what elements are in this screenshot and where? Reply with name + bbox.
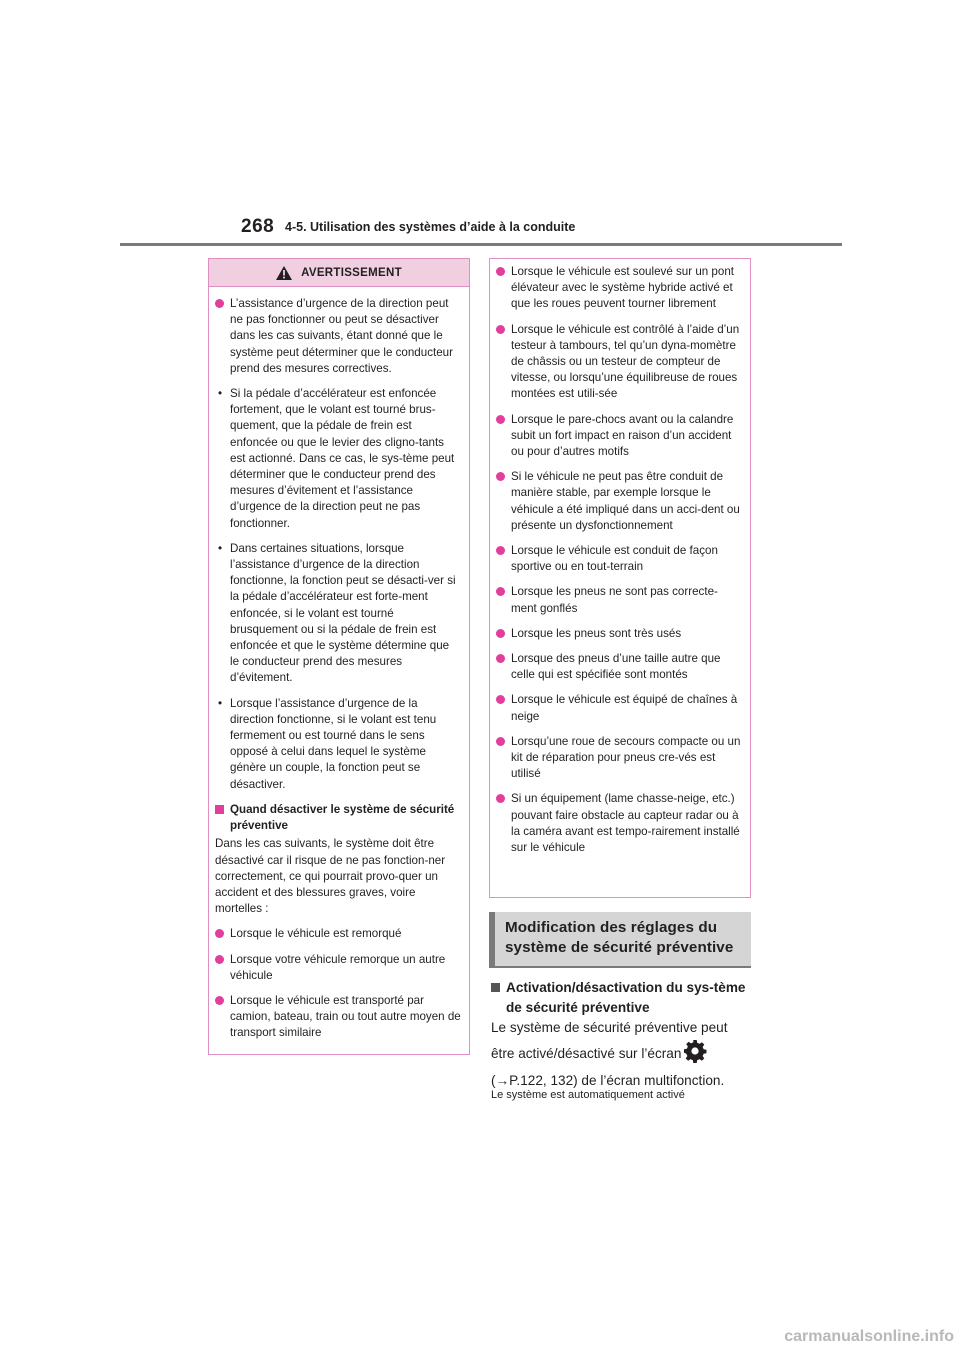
modification-title-line2: système de sécurité préventive xyxy=(505,939,734,956)
list-item: Lorsque des pneus d’une taille autre que celle qui est spécifiée sont montés xyxy=(496,651,742,683)
header-rule xyxy=(120,243,842,246)
bullet-dot-icon xyxy=(496,654,505,663)
list-item: Lorsque votre véhicule remorque un autre véhicule xyxy=(215,952,461,984)
bullet-dot-icon xyxy=(496,325,505,334)
bullet-dot-icon xyxy=(496,695,505,704)
list-item: L’assistance d’urgence de la direction peut ne pas fonctionner ou peut se désactiver dans les cas suivants, étant donné que le système peut déterminer que le conducteur prend des mesures correctives. xyxy=(215,296,461,377)
dash-marker: • xyxy=(218,387,223,401)
small-note: Le système est automatiquement activé xyxy=(491,1089,685,1101)
warning-title: AVERTISSEMENT xyxy=(301,266,402,279)
bullet-dot-icon xyxy=(215,929,224,938)
list-item: • Lorsque l’assistance d’urgence de la direction fonctionne, si le volant est tenu fermement ou est tourné dans le sens opposé à celui dans lequel le système génère un couple, la fonction peut se désactiver. xyxy=(218,696,437,791)
list-item: Lorsque le véhicule est transporté par camion, bateau, train ou tout autre moyen de transport similaire xyxy=(215,993,461,1042)
bullet-dot-icon xyxy=(215,996,224,1005)
list-item: Lorsque les pneus sont très usés xyxy=(496,626,742,642)
modification-title-line1: Modification des réglages du xyxy=(505,919,718,936)
subheading: Activation/désactivation du sys-tème de sécurité préventive xyxy=(491,978,753,1018)
section-title: 4-5. Utilisation des systèmes d’aide à la conduite xyxy=(285,220,576,234)
bullet-dot-icon xyxy=(496,737,505,746)
list-item: Lorsque le véhicule est soulevé sur un pont élévateur avec le système hybride activé et que les roues peuvent tourner librement xyxy=(496,264,742,313)
body-text: Le système de sécurité préventive peut être activé/désactivé sur l’écran (→P.122, 132) de l’écran multifonction. xyxy=(491,1020,728,1088)
bullet-dot-icon xyxy=(496,587,505,596)
list-item: Lorsque les pneus ne sont pas correcte-ment gonflés xyxy=(496,584,742,616)
bullet-dot-icon xyxy=(215,299,224,308)
modification-heading xyxy=(489,912,751,968)
list-item: Lorsque le véhicule est équipé de chaînes à neige xyxy=(496,692,742,724)
list-item: Si le véhicule ne peut pas être conduit de manière stable, par exemple lorsque le véhicule a été impliqué dans un acci-dent ou présente un dysfonctionnement xyxy=(496,469,742,534)
watermark: carmanualsonline.info xyxy=(784,1328,954,1345)
gear-icon xyxy=(683,1039,707,1070)
bullet-dot-icon xyxy=(496,472,505,481)
warning-triangle-icon xyxy=(276,266,292,280)
bullet-dot-icon xyxy=(496,415,505,424)
list-item: Lorsqu’une roue de secours compacte ou un kit de réparation pour pneus cre-vés est utilisé xyxy=(496,734,742,783)
warning-box-left xyxy=(208,258,470,1055)
list-item: Lorsque le véhicule est conduit de façon sportive ou en tout-terrain xyxy=(496,543,742,575)
paragraph: Dans les cas suivants, le système doit être désactivé car il risque de ne pas fonction-ner correctement, ce qui pourrait provo-quer un accident et des blessures graves, voire mortelles : xyxy=(215,837,446,916)
bullet-dot-icon xyxy=(496,629,505,638)
list-item: Lorsque le pare-chocs avant ou la calandre subit un fort impact en raison d’un accident ou pour d’autres motifs xyxy=(496,412,742,461)
list-item: • Dans certaines situations, lorsque l’assistance d’urgence de la direction fonctionne, la fonction peut se désacti-ver si la pédale d’accélérateur est forte-ment enfoncée, si le volant est tourné brusquement ou si la pédale de frein est enfoncée et que le système détermine que le conducteur prend des mesures d’évitement. xyxy=(218,541,456,685)
bullet-dot-icon xyxy=(496,794,505,803)
list-item: Si un équipement (lame chasse-neige, etc.) pouvant faire obstacle au capteur radar ou à la caméra avant est tempo-rairement installé sur le véhicule xyxy=(496,791,742,856)
dash-marker: • xyxy=(218,541,223,555)
dash-marker: • xyxy=(218,696,223,710)
bullet-dot-icon xyxy=(496,267,505,276)
warning-box-right xyxy=(489,258,751,898)
square-marker-icon xyxy=(491,983,500,992)
warning-header xyxy=(209,259,469,287)
list-item: Lorsque le véhicule est contrôlé à l’aide d’un testeur à tambours, tel qu’un dyna-momètre de châssis ou un testeur de compteur de vitesse, ou lorsqu’une équilibreuse de roues montées est utili-sée xyxy=(496,322,742,403)
page-number: 268 xyxy=(241,216,275,237)
square-marker-icon xyxy=(215,805,224,814)
list-item: • Si la pédale d’accélérateur est enfoncée fortement, que le volant est tourné brus-quement, que la pédale de frein est enfoncée ou que le levier des cligno-tants est actionné. Dans ce cas, le sys-tème peut déterminer que le conducteur prend des mesures d’évitement et l’assistance d’urgence de la direction peut ne pas fonctionner. xyxy=(218,387,455,530)
subheading: Quand désactiver le système de sécurité préventive xyxy=(215,802,461,834)
bullet-dot-icon xyxy=(215,955,224,964)
bullet-dot-icon xyxy=(496,546,505,555)
list-item: Lorsque le véhicule est remorqué xyxy=(215,926,461,942)
